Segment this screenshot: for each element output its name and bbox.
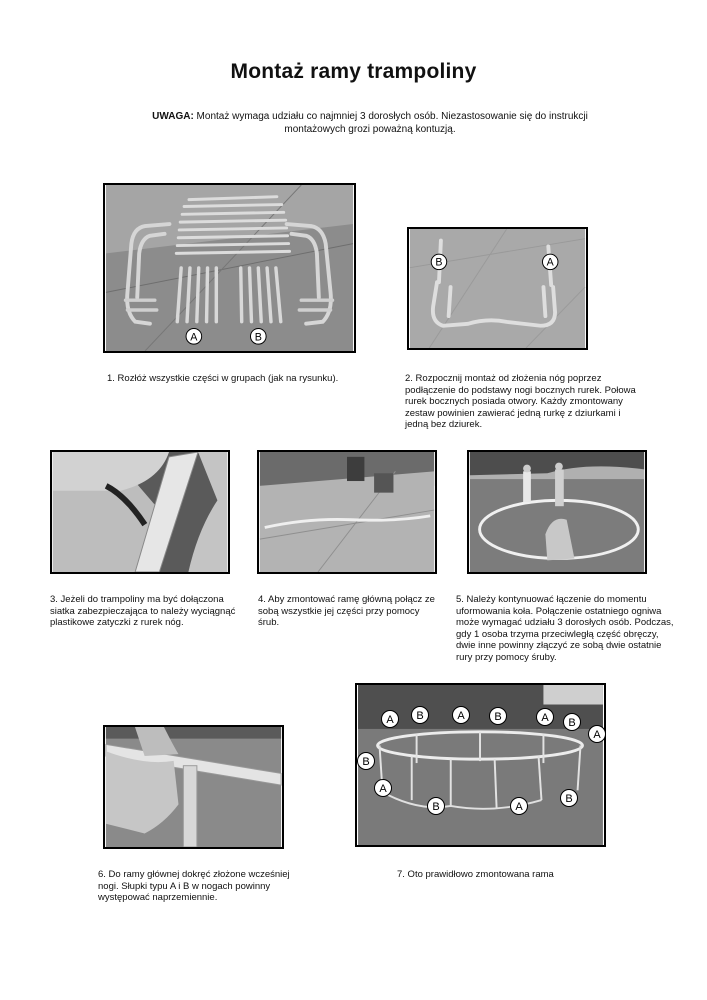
marker-b-icon <box>431 254 446 269</box>
marker-a-icon <box>186 329 202 345</box>
svg-text:A: A <box>515 801 523 813</box>
marker-a-icon <box>511 798 528 815</box>
leg-assembly-illustration <box>409 229 586 348</box>
step-5-caption: 5. Należy kontynuować łączenie do momentu uformowania koła. Połączenie ostatniego ogniwa może wymagać udziału 3 dorosłych osób. Podczas, gdy 1 osoba trzyma przeciwległą część obręczy, dwie inne powinny złączyć ze sobą dwie ostatnie rury przy pomocy śruby. <box>456 594 674 663</box>
marker-b-icon <box>428 798 445 815</box>
marker-b-icon <box>250 329 266 345</box>
step-2-photo <box>407 227 588 350</box>
step-5-photo <box>467 450 647 574</box>
svg-text:B: B <box>416 710 424 722</box>
step-2-caption: 2. Rozpocznij montaż od złożenia nóg poprzez podłączenie do podstawy nogi bocznych rurek. Połowa rurek bocznych posiada otwory. Każdy zmontowany zestaw powinien zawierać jedną rurkę z dziurkami i jedną bez dziurek. <box>405 373 636 430</box>
step-3-photo <box>50 450 230 574</box>
svg-text:B: B <box>494 711 502 723</box>
step-6-photo <box>103 725 284 849</box>
svg-text:B: B <box>254 331 262 344</box>
svg-text:A: A <box>593 729 601 741</box>
marker-a-icon <box>589 726 606 743</box>
marker-a-icon <box>382 711 399 728</box>
svg-text:A: A <box>190 331 198 344</box>
svg-text:B: B <box>565 793 573 805</box>
marker-a-icon <box>542 254 557 269</box>
parts-layout-illustration <box>105 185 354 351</box>
step-7-markers <box>355 683 606 847</box>
step-3-caption: 3. Jeżeli do trampoliny ma być dołączona siatka zabezpieczająca to należy wyciągnąć plastikowe zatyczki z rurek nóg. <box>50 594 236 628</box>
step-7-caption: 7. Oto prawidłowo zmontowana rama <box>397 869 554 880</box>
svg-text:A: A <box>546 256 554 269</box>
warning-label: UWAGA: <box>152 111 194 122</box>
marker-b-icon <box>490 708 507 725</box>
svg-text:B: B <box>362 756 370 768</box>
frame-parts-illustration <box>259 452 435 572</box>
warning-note <box>150 110 590 136</box>
svg-text:A: A <box>386 714 394 726</box>
step-4-photo <box>257 450 437 574</box>
step-1-caption: 1. Rozłóż wszystkie części w grupach (jak na rysunku). <box>107 373 339 384</box>
marker-b-icon <box>561 790 578 807</box>
attaching-legs-illustration <box>105 727 282 847</box>
step-4-caption: 4. Aby zmontować ramę główną połącz ze sobą wszystkie jej części przy pomocy śrub. <box>258 594 435 628</box>
marker-b-icon <box>412 707 429 724</box>
warning-text: Montaż wymaga udziału co najmniej 3 dorosłych osób. Niezastosowanie się do instrukcji montażowych grozi poważną kontuzją. <box>193 111 588 135</box>
svg-text:B: B <box>568 717 576 729</box>
removing-plugs-illustration <box>52 452 228 572</box>
marker-a-icon <box>375 780 392 797</box>
marker-b-icon <box>358 753 375 770</box>
marker-a-icon <box>453 707 470 724</box>
svg-text:A: A <box>541 712 549 724</box>
marker-b-icon <box>564 714 581 731</box>
svg-text:B: B <box>435 256 443 269</box>
marker-a-icon <box>537 709 554 726</box>
page-title: Montaż ramy trampoliny <box>230 60 477 83</box>
svg-text:A: A <box>457 710 465 722</box>
forming-circle-illustration <box>469 452 645 572</box>
step-6-caption: 6. Do ramy głównej dokręć złożone wcześniej nogi. Słupki typu A i B w nogach powinny występować naprzemiennie. <box>98 869 290 903</box>
svg-text:B: B <box>432 801 440 813</box>
svg-text:A: A <box>379 783 387 795</box>
step-1-photo <box>103 183 356 353</box>
